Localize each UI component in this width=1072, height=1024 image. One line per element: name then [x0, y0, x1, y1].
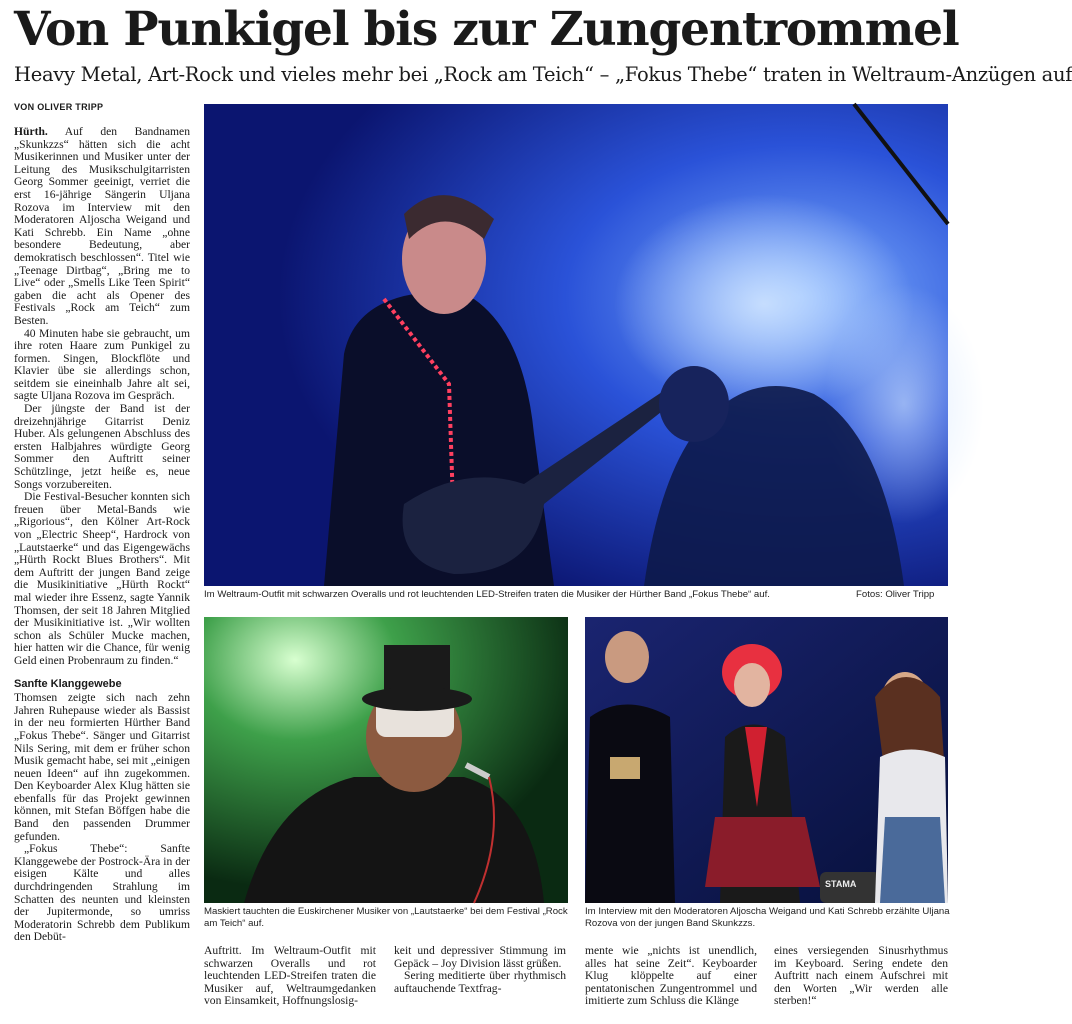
photo-lautstaerke-masked-singer — [204, 617, 568, 903]
paragraph: mente wie „nichts ist unendlich, alles hat seine Zeit“. Keyboarder Klug klöppelte auf einer pentatonischen Zungentrommel und imitierte zum Schluss die Klänge — [585, 944, 757, 1008]
dateline: Hürth. — [14, 125, 48, 138]
photo-interview-skunkzzs — [585, 617, 948, 903]
article-column-2 — [204, 945, 376, 1008]
paragraph: eines versiegenden Sinusrhythmus im Keyboard. Sering endete den Auftritt nach einem Aufschrei mit den Worten „Wir werden alle sterben!“ — [774, 944, 948, 1008]
paragraph: keit und depressiver Stimmung im Gepäck – Joy Division lässt grüßen. — [394, 944, 566, 970]
paragraph: Hürth. Auf den Bandnamen „Skunkzzs“ hätten sich die acht Musikerinnen und Musiker unter der Leitung des Musikschulgitarristen Georg Sommer geeinigt, verriet die erst 16-jährige Sängerin Uljana Rozova im Interview mit den Moderatoren Aljoscha Weigand und Kati Schrebb. Ein Name „ohne besondere Bedeutung, aber demokratisch beschlossen“. Titel wie „Teenage Dirtbag“, „Bring me to Live“ oder „Smells Like Teen Spirit“ gaben die acht als Opener des Festivals „Rock am Teich“ zum Besten. — [14, 125, 190, 327]
paragraph: „Fokus Thebe“: Sanfte Klanggewebe der Postrock-Ära in der eisigen Kälte und alles durchdringenden Strahlung im Schatten des neunten und kleinsten der Jupitermonde, so umriss Moderatorin Schrebb dem Publikum den Debüt- — [14, 842, 190, 944]
paragraph: Auftritt. Im Weltraum-Outfit mit schwarzen Overalls und rot leuchtenden LED-Streifen traten die Musiker auf, Weltraumgedanken von Einsamkeit, Hoffnungslosig- — [204, 944, 376, 1008]
left-photo-caption: Maskiert tauchten die Euskirchener Musiker von „Lautstaerke“ bei dem Festival „Rock am Teich“ auf. — [204, 906, 568, 930]
main-photo-fokus-thebe — [204, 104, 948, 586]
paragraph: Der jüngste der Band ist der dreizehnjährige Gitarrist Deniz Huber. Als gelungenen Abschluss des ersten Halbjahres würdigte Georg Sommer den Auftritt seiner Schützlinge, jetzt heiße es, neue Songs vorzubereiten. — [14, 402, 190, 491]
article-column-3 — [394, 945, 566, 995]
subheading: Sanfte Klanggewebe — [14, 677, 122, 690]
subheadline: Heavy Metal, Art-Rock und vieles mehr bei „Rock am Teich“ – „Fokus Thebe“ traten in Weltraum-Anzügen auf — [14, 63, 1072, 86]
headline: Von Punkigel bis zur Zungentrommel — [14, 2, 959, 57]
byline: VON OLIVER TRIPP — [14, 102, 104, 112]
paragraph: Sering meditierte über rhythmisch auftauchende Textfrag- — [394, 969, 566, 995]
right-photo-caption: Im Interview mit den Moderatoren Aljoscha Weigand und Kati Schrebb erzählte Uljana Rozova von der jungen Band Skunkzzs. — [585, 906, 950, 930]
article-column-5 — [774, 945, 948, 1008]
article-column-1 — [14, 126, 190, 1016]
drum-brand-label: STAMA — [825, 879, 857, 889]
photo-credit: Fotos: Oliver Tripp — [856, 589, 935, 600]
article-column-4 — [585, 945, 757, 1008]
paragraph: 40 Minuten habe sie gebraucht, um ihre roten Haare zum Punkigel zu formen. Singen, Blockflöte und Klavier übe sie allerdings schon, seitdem sie eineinhalb Jahre alt sei, sagte Uljana Rozova im Gespräch. — [14, 326, 190, 403]
main-photo-caption: Im Weltraum-Outfit mit schwarzen Overalls und rot leuchtenden LED-Streifen traten die Musiker der Hürther Band „Fokus Thebe“ auf. — [204, 589, 770, 600]
paragraph: Die Festival-Besucher konnten sich freuen über Metal-Bands wie „Rigorious“, den Kölner Art-Rock von „Electric Sheep“, Hardrock von „Lautstaerke“ und das Eigengewächs „Hürth Rockt Blues Brothers“. Mit dem Auftritt der jungen Band zeige die Musikinitiative „Hürth Rockt“ mal wieder ihre Essenz, sagte Yannik Thomsen, der seit 18 Jahren Mitglied der Musikinitiative ist. „Wir wollten schon als Schüler Mucke machen, hier hatten wir die Chance, für wenig Geld einen Probenraum zu finden.“ — [14, 490, 190, 667]
paragraph: Thomsen zeigte sich nach zehn Jahren Ruhepause wieder als Bassist in der neu formierten Hürther Band „Fokus Thebe“. Sänger und Gitarrist Nils Sering, mit dem er früher schon Musik gemacht habe, sei mit „einigen neuen Ideen“ auf ihn zugekommen. Den Keyboarder Alex Klug hätten sie ebenfalls für das Projekt gewinnen können, mit Stefan Böffgen habe die Band den passenden Drummer gefunden. — [14, 691, 190, 843]
